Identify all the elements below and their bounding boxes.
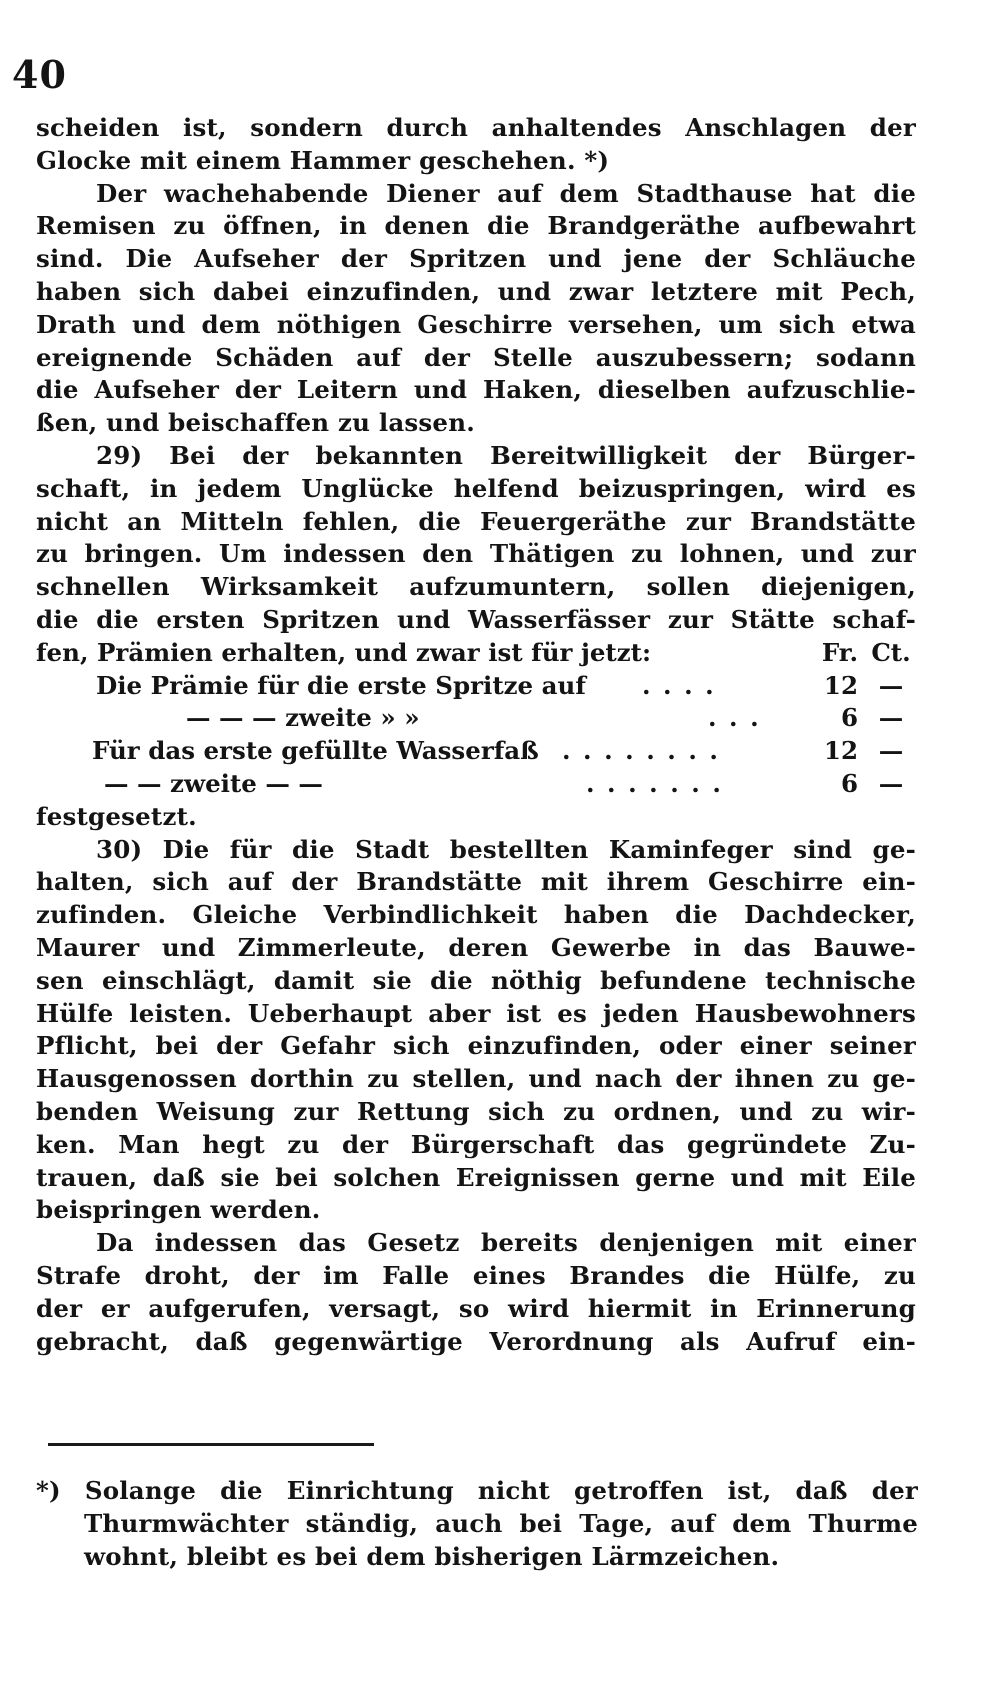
text-line: zu bringen. Um indessen den Thätigen zu lohnen, und zur: [36, 539, 916, 569]
text-line: Maurer und Zimmerleute, deren Gewerbe in das Bauwe-: [36, 932, 916, 962]
premium-ct: —: [878, 736, 904, 766]
text-line: Remisen zu öffnen, in denen die Brandgeräthe aufbewahrt: [36, 211, 916, 241]
text-line: Da indessen das Gesetz bereits denjenigen mit einer: [96, 1228, 916, 1258]
text-line: Strafe droht, der im Falle eines Brandes die Hülfe, zu: [36, 1260, 916, 1290]
premium-fr: 6: [840, 768, 858, 798]
currency-ct-header: Ct.: [871, 637, 911, 667]
text-line: der er aufgerufen, versagt, so wird hiermit in Erinnerung: [36, 1293, 916, 1323]
text-line: schaft, in jedem Unglücke helfend beizuspringen, wird es: [36, 473, 916, 503]
body-text-lower: [36, 801, 916, 1359]
text-line: scheiden ist, sondern durch anhaltendes Anschlagen der: [36, 113, 916, 142]
premium-ct: —: [878, 703, 904, 733]
premium-fr: 12: [823, 736, 858, 766]
text-line: nicht an Mitteln fehlen, die Feuergeräthe zur Brandstätte: [36, 506, 916, 536]
footnote-line: *) Solange die Einrichtung nicht getroffen ist, daß der: [36, 1476, 918, 1505]
text-line: haben sich dabei einzufinden, und zwar letztere mit Pech,: [36, 276, 916, 306]
text-line: ken. Man hegt zu der Bürgerschaft das gegründete Zu-: [36, 1129, 916, 1159]
page-number: 40: [12, 52, 67, 97]
leader-dots: . . .: [708, 703, 761, 733]
text-line: 30) Die für die Stadt bestellten Kaminfeger sind ge-: [96, 834, 916, 864]
text-line: Glocke mit einem Hammer geschehen. *): [36, 145, 610, 175]
text-line: Drath und dem nöthigen Geschirre versehen, um sich etwa: [36, 309, 916, 339]
text-line: zufinden. Gleiche Verbindlichkeit haben die Dachdecker,: [36, 900, 916, 930]
footnote: [36, 1474, 918, 1573]
text-line: halten, sich auf der Brandstätte mit ihrem Geschirre ein-: [36, 867, 916, 897]
text-line: fen, Prämien erhalten, und zwar ist für jetzt:: [36, 637, 652, 667]
text-line: Der wachehabende Diener auf dem Stadthause hat die: [96, 178, 916, 208]
text-line: schnellen Wirksamkeit aufzumuntern, sollen diejenigen,: [36, 572, 916, 602]
text-line: gebracht, daß gegenwärtige Verordnung als Aufruf ein-: [36, 1326, 916, 1356]
text-line-with-currency: [36, 637, 916, 670]
text-line: Pflicht, bei der Gefahr sich einzufinden, oder einer seiner: [36, 1031, 916, 1061]
text-line: festgesetzt.: [36, 801, 197, 831]
premium-table: [36, 670, 916, 801]
text-line: ßen, und beischaffen zu lassen.: [36, 408, 475, 438]
leader-dots: . . . .: [642, 670, 716, 700]
text-line: die Aufseher der Leitern und Haken, dieselben aufzuschlie-: [36, 375, 916, 405]
premium-row: [36, 702, 916, 735]
premium-row: [36, 670, 916, 703]
body-text-upper: [36, 112, 916, 670]
premium-label: Die Prämie für die erste Spritze auf: [96, 670, 586, 700]
text-line: Hülfe leisten. Ueberhaupt aber ist es jeden Hausbewohners: [36, 998, 916, 1028]
footnote-separator: [48, 1443, 374, 1446]
text-line: 29) Bei der bekannten Bereitwilligkeit der Bürger-: [96, 440, 916, 470]
premium-row: [36, 735, 916, 768]
footnote-line: wohnt, bleibt es bei dem bisherigen Lärmzeichen.: [84, 1542, 780, 1571]
text-line: Hausgenossen dorthin zu stellen, und nach der ihnen zu ge-: [36, 1064, 916, 1094]
text-line: trauen, daß sie bei solchen Ereignissen gerne und mit Eile: [36, 1162, 916, 1192]
text-line: sen einschlägt, damit sie die nöthig befundene technische: [36, 965, 916, 995]
premium-label: — — zweite — —: [104, 768, 323, 798]
text-line: sind. Die Aufseher der Spritzen und jene der Schläuche: [36, 244, 916, 274]
premium-row: [36, 768, 916, 801]
premium-fr: 6: [840, 703, 858, 733]
currency-fr-header: Fr.: [821, 637, 858, 667]
premium-label: Für das erste gefüllte Wasserfaß: [92, 736, 539, 766]
premium-ct: —: [878, 670, 904, 700]
footnote-line: Thurmwächter ständig, auch bei Tage, auf dem Thurme: [84, 1509, 918, 1538]
text-line: beispringen werden.: [36, 1195, 321, 1225]
text-line: die die ersten Spritzen und Wasserfässer zur Stätte schaf-: [36, 604, 916, 634]
leader-dots: . . . . . . .: [586, 768, 723, 798]
premium-label: — — — zweite » »: [186, 703, 420, 733]
premium-fr: 12: [823, 670, 858, 700]
text-line: ereignende Schäden auf der Stelle auszubessern; sodann: [36, 342, 916, 372]
text-line: benden Weisung zur Rettung sich zu ordnen, und zu wir-: [36, 1096, 916, 1126]
premium-ct: —: [878, 768, 904, 798]
leader-dots: . . . . . . . .: [562, 736, 720, 766]
